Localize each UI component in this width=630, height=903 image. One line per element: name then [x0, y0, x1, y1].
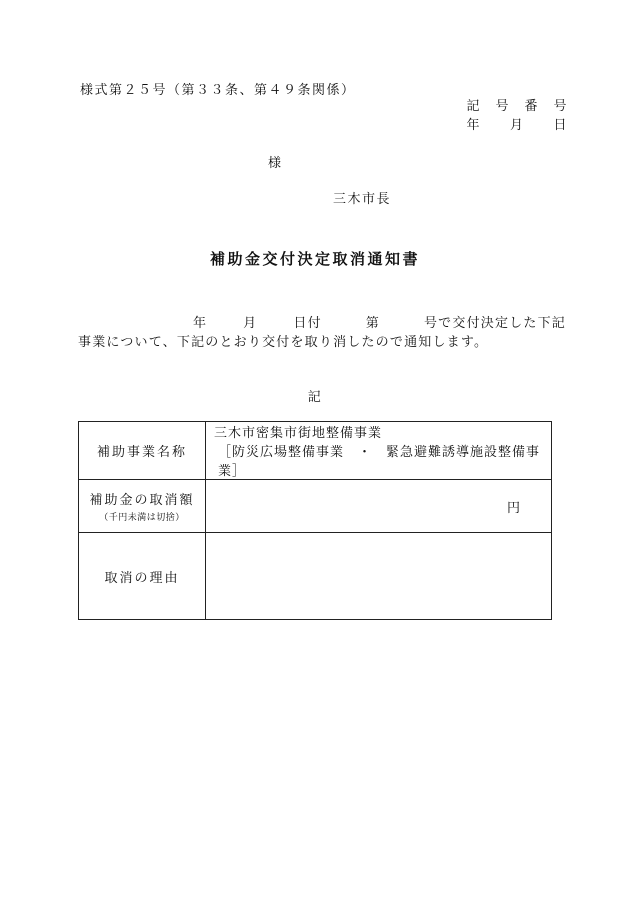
body-day: 日付	[293, 316, 322, 331]
body-text	[78, 314, 566, 352]
recipient-honorific: 様	[268, 156, 283, 171]
form-number: 様式第２５号（第３３条、第４９条関係）	[80, 83, 356, 98]
project-name-label: 補助事業名称	[79, 422, 206, 480]
body-line-1-rest: 号で交付決定した下記	[423, 316, 566, 331]
document-title: 補助金交付決定取消通知書	[209, 250, 420, 268]
table-row	[79, 533, 552, 620]
table-row	[79, 480, 552, 533]
project-name-line1: 三木市密集市街地整備事業	[214, 426, 383, 441]
project-name-line2: ［防災広場整備事業 ・ 緊急避難誘導施設整備事業］	[218, 445, 541, 479]
body-line-1	[78, 314, 566, 333]
doc-number-block	[466, 97, 568, 135]
record-label: 記	[307, 390, 323, 405]
doc-number: 記 号 番 号	[466, 99, 568, 114]
cancel-amount-value	[206, 480, 552, 533]
body-number-prefix: 第	[365, 316, 380, 331]
issue-date: 年 月 日	[466, 118, 568, 133]
cancel-amount-label-text: 補助金の取消額	[89, 493, 195, 508]
cancel-reason-value	[206, 533, 552, 620]
yen-unit: 円	[506, 500, 521, 516]
body-line-2: 事業について、下記のとおり交付を取り消したので通知します。	[78, 335, 489, 350]
body-year: 年	[192, 316, 208, 331]
detail-table	[78, 421, 552, 620]
cancel-reason-label: 取消の理由	[79, 533, 206, 620]
sender-name: 三木市長	[333, 192, 392, 207]
cancel-amount-note: （千円未満は切捨）	[99, 513, 185, 523]
body-month: 月	[243, 316, 258, 331]
table-row	[79, 422, 552, 480]
cancel-amount-label	[79, 480, 206, 533]
project-name-value	[206, 422, 552, 480]
